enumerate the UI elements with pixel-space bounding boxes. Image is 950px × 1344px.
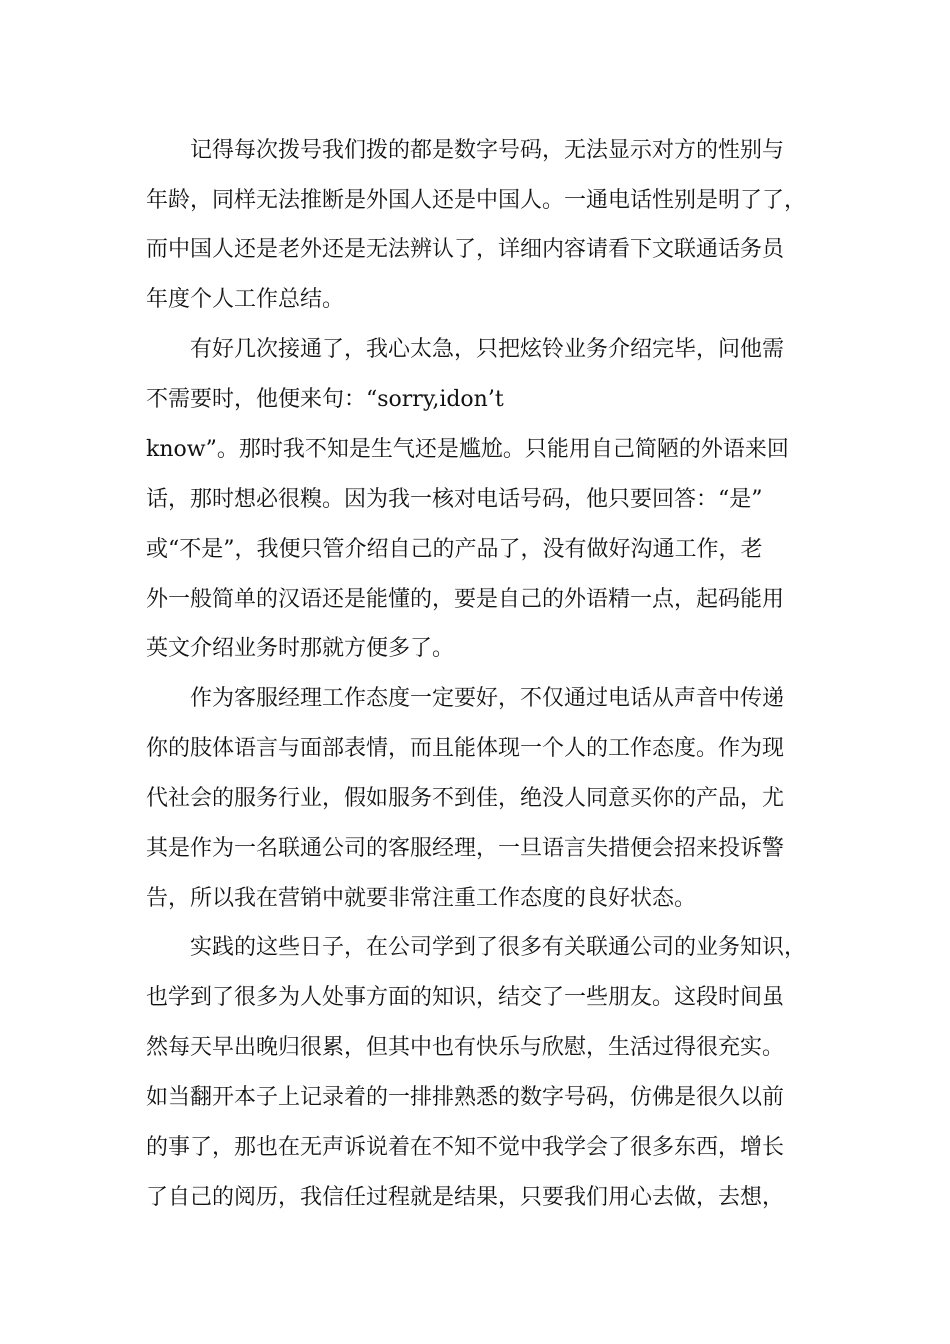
- text-line: 的事了，那也在无声诉说着在不知不觉中我学会了很多东西，增长: [146, 1135, 785, 1160]
- text-line: 作为客服经理工作态度一定要好，不仅通过电话从声音中传递: [190, 686, 785, 711]
- text-line: 年龄，同样无法推断是外国人还是中国人。一通电话性别是明了了，: [146, 188, 807, 213]
- text-line: 英文介绍业务时那就方便多了。: [146, 636, 455, 661]
- text-line: 了自己的阅历，我信任过程就是结果，只要我们用心去做，去想，: [146, 1185, 785, 1210]
- text-line: 如当翻开本子上记录着的一排排熟悉的数字号码，仿佛是很久以前: [146, 1085, 785, 1110]
- text-line: 也学到了很多为人处事方面的知识，结交了一些朋友。这段时间虽: [146, 985, 785, 1010]
- text-line: 不需要时，他便来句：“sorry,idon’t: [146, 387, 504, 412]
- text-line: 然每天早出晚归很累，但其中也有快乐与欣慰，生活过得很充实。: [146, 1035, 785, 1060]
- text-line: 实践的这些日子，在公司学到了很多有关联通公司的业务知识，: [190, 935, 807, 960]
- text-line: 你的肢体语言与面部表情，而且能体现一个人的工作态度。作为现: [146, 736, 785, 761]
- text-line: 告，所以我在营销中就要非常注重工作态度的良好状态。: [146, 886, 697, 911]
- text-line: 代社会的服务行业，假如服务不到佳，绝没人同意买你的产品，尤: [146, 786, 785, 811]
- text-line: 其是作为一名联通公司的客服经理，一旦语言失措便会招来投诉警: [146, 836, 785, 861]
- text-line: 或“不是”，我便只管介绍自己的产品了，没有做好沟通工作，老: [146, 537, 763, 562]
- text-line: 外一般简单的汉语还是能懂的，要是自己的外语精一点，起码能用: [146, 587, 785, 612]
- text-line: 年度个人工作总结。: [146, 287, 345, 312]
- text-line: know”。那时我不知是生气还是尴尬。只能用自己简陋的外语来回: [146, 437, 789, 462]
- text-line: 有好几次接通了，我心太急，只把炫铃业务介绍完毕，问他需: [190, 337, 785, 362]
- text-line: 记得每次拨号我们拨的都是数字号码，无法显示对方的性别与: [190, 138, 785, 163]
- text-line: 而中国人还是老外还是无法辨认了，详细内容请看下文联通话务员: [146, 237, 785, 262]
- text-line: 话，那时想必很糗。因为我一核对电话号码，他只要回答：“是”: [146, 487, 763, 512]
